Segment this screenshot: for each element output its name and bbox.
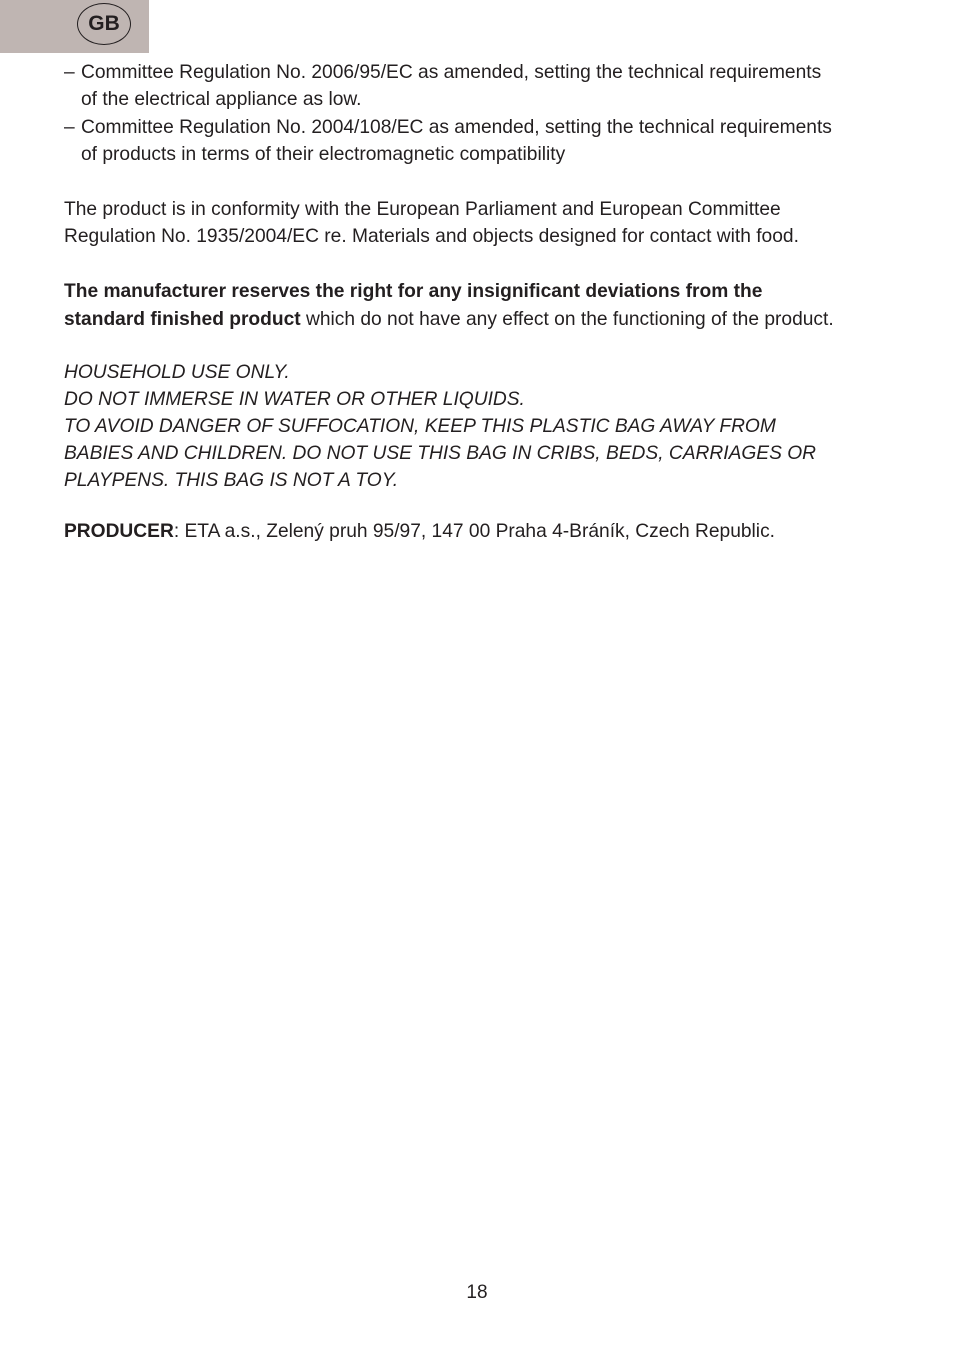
- regulation-list: [64, 59, 894, 169]
- regulation-text: of products in terms of their electromagnetic compatibility: [81, 144, 566, 166]
- conformity-paragraph: The product is in conformity with the European Parliament and European Committee Regulation No. 1935/2004/EC re. Materials and objects designed for contact with food.: [64, 199, 799, 248]
- producer-label: PRODUCER: [64, 521, 174, 543]
- list-dash: –: [64, 62, 75, 83]
- list-item: [64, 59, 894, 114]
- manufacturer-note: The manufacturer reserves the right for any insignificant deviations from the standard finished product which do not have any effect on the functioning of the product.: [64, 281, 834, 330]
- producer-info: [64, 518, 894, 545]
- regulation-text: of the electrical appliance as low.: [81, 89, 362, 111]
- document-body: [64, 59, 894, 546]
- page-number: 18: [466, 1282, 488, 1303]
- producer-address: : ETA a.s., Zelený pruh 95/97, 147 00 Praha 4-Bráník, Czech Republic.: [173, 521, 775, 543]
- warning-line: PLAYPENS. THIS BAG IS NOT A TOY.: [64, 469, 399, 491]
- language-badge: GB: [77, 3, 131, 45]
- list-dash: –: [64, 116, 75, 138]
- list-item: [64, 114, 894, 169]
- language-tab: [0, 0, 149, 53]
- regulation-text: Committee Regulation No. 2006/95/EC as amended, setting the technical requirements: [81, 62, 822, 83]
- warning-line: DO NOT IMMERSE IN WATER OR OTHER LIQUIDS.: [64, 389, 525, 411]
- warning-line: HOUSEHOLD USE ONLY.: [64, 362, 290, 384]
- warning-line: BABIES AND CHILDREN. DO NOT USE THIS BAG IN CRIBS, BEDS, CARRIAGES OR: [64, 442, 817, 464]
- warning-line: TO AVOID DANGER OF SUFFOCATION, KEEP THIS PLASTIC BAG AWAY FROM: [64, 416, 776, 438]
- safety-warnings: [64, 360, 894, 494]
- regulation-text: Committee Regulation No. 2004/108/EC as amended, setting the technical requirements: [81, 116, 832, 138]
